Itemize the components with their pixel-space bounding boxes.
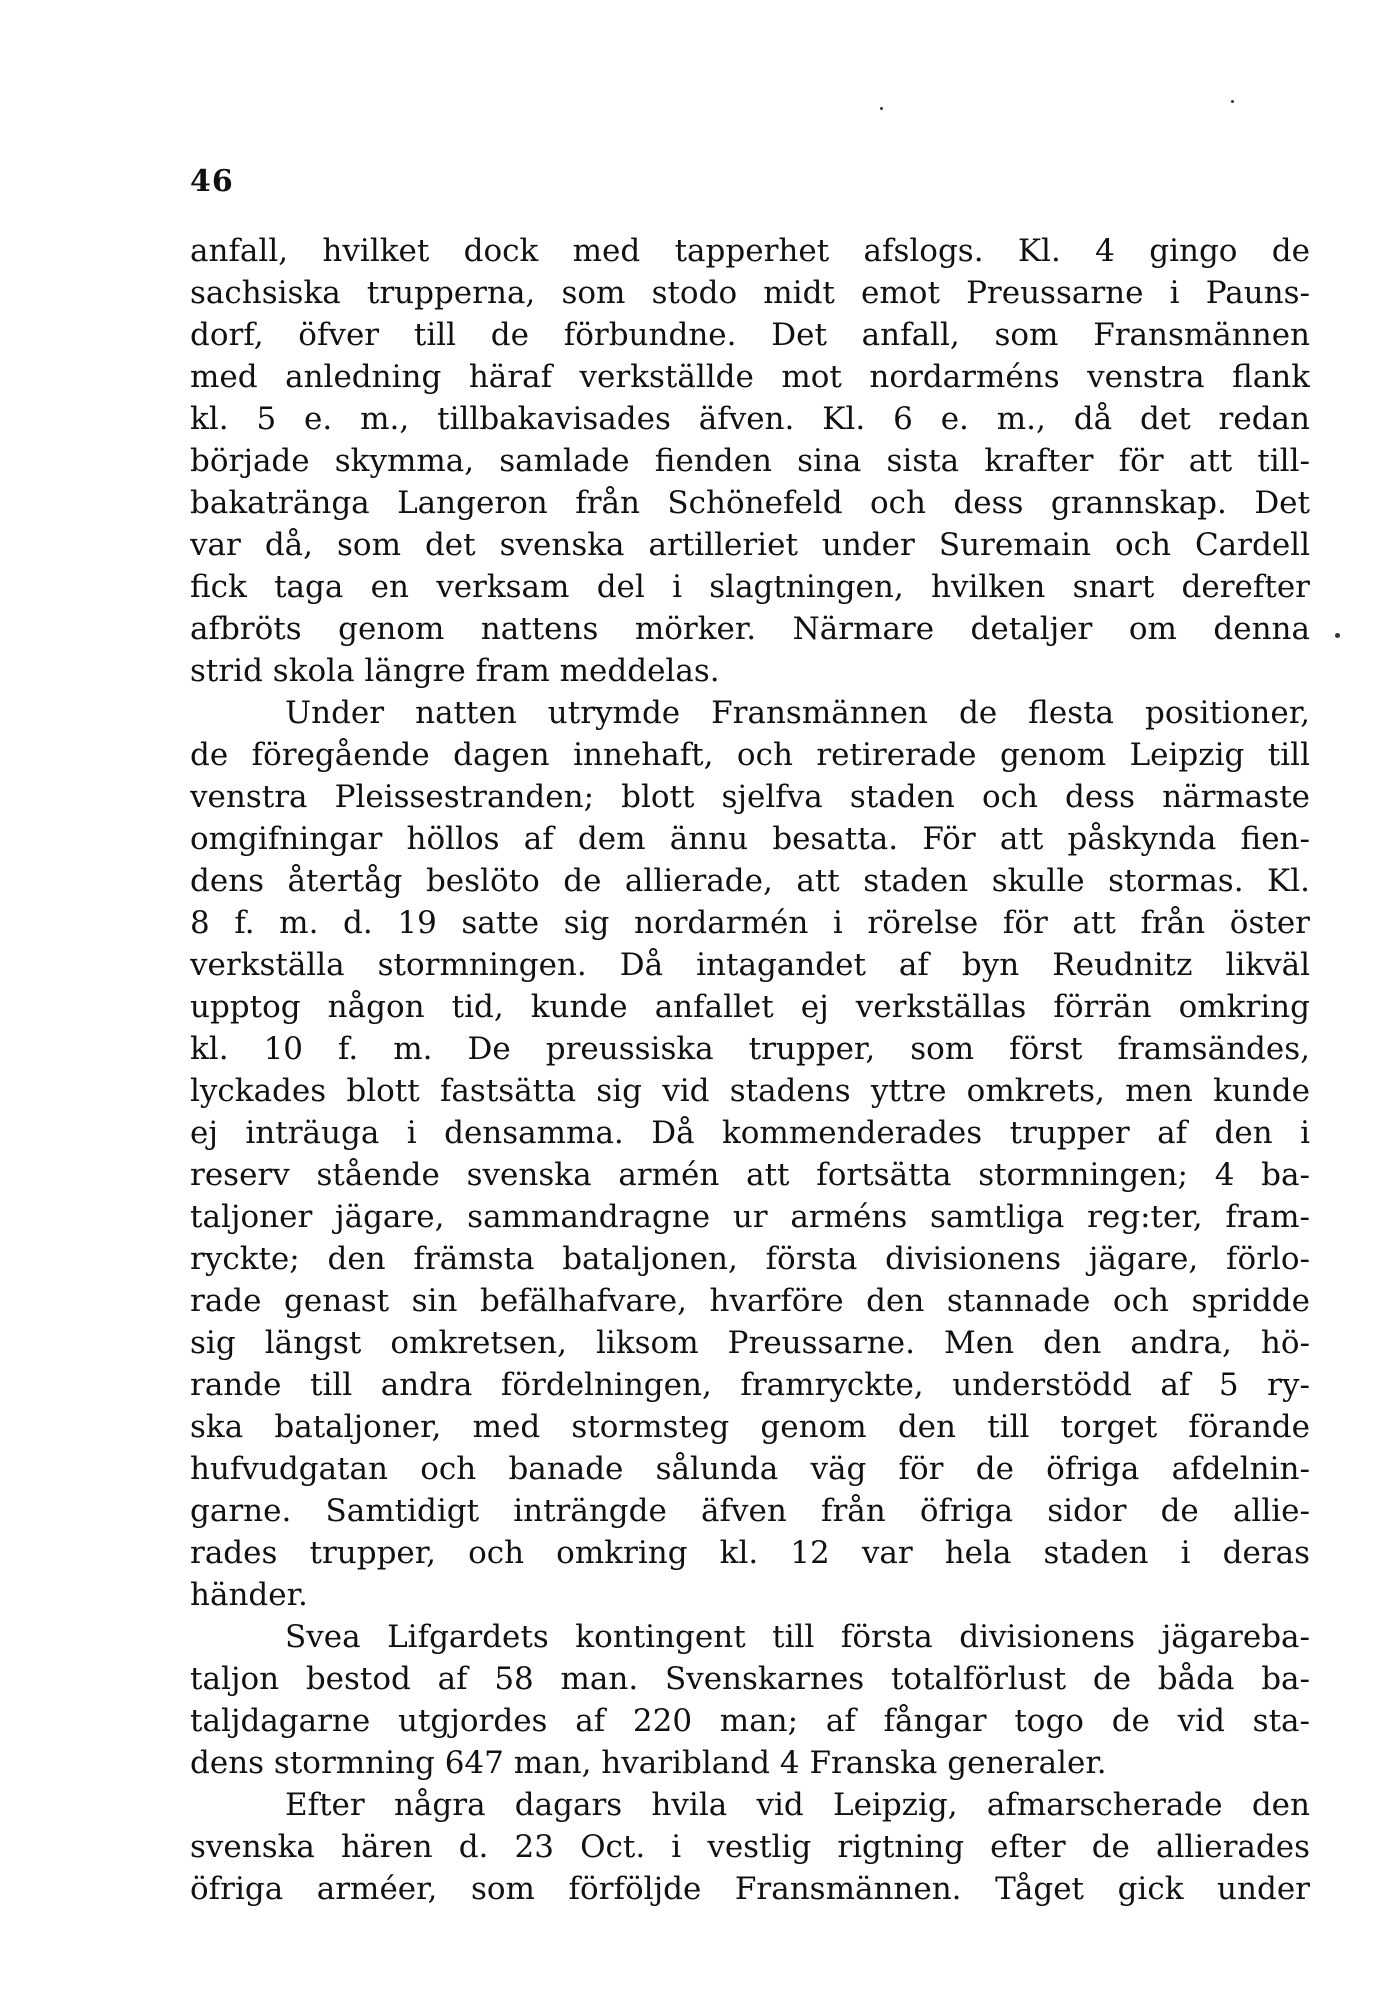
text-line: fick taga en verksam del i slagtningen, hvilken snart derefter bbox=[190, 569, 1310, 605]
text-line: taljoner jägare, sammandragne ur arméns samtliga reg:ter, fram- bbox=[190, 1199, 1310, 1235]
text-line: ej inträuga i densamma. Då kommenderades trupper af den i bbox=[190, 1115, 1310, 1151]
text-line: 8 f. m. d. 19 satte sig nordarmén i rörelse för att från öster bbox=[190, 905, 1310, 941]
print-speck bbox=[1335, 633, 1340, 638]
text-line: strid skola längre fram meddelas. bbox=[190, 653, 720, 689]
text-line: med anledning häraf verkställde mot nordarméns venstra flank bbox=[190, 359, 1310, 395]
text-line: hufvudgatan och banade sålunda väg för de öfriga afdelnin- bbox=[190, 1451, 1310, 1487]
text-line: Svea Lifgardets kontingent till första divisionens jägareba- bbox=[285, 1619, 1310, 1655]
text-line: rande till andra fördelningen, framryckte, understödd af 5 ry- bbox=[190, 1367, 1310, 1403]
text-line: anfall, hvilket dock med tapperhet afslogs. Kl. 4 gingo de bbox=[190, 233, 1310, 269]
text-line: afbröts genom nattens mörker. Närmare detaljer om denna bbox=[190, 611, 1310, 647]
text-line: kl. 10 f. m. De preussiska trupper, som först framsändes, bbox=[190, 1031, 1310, 1067]
text-line: taljdagarne utgjordes af 220 man; af fångar togo de vid sta- bbox=[190, 1703, 1310, 1739]
text-line: ska bataljoner, med stormsteg genom den till torget förande bbox=[190, 1409, 1310, 1445]
text-line: dorf, öfver till de förbundne. Det anfall, som Fransmännen bbox=[190, 317, 1310, 353]
text-line: öfriga arméer, som förföljde Fransmännen. Tåget gick under bbox=[190, 1871, 1310, 1907]
text-line: omgifningar höllos af dem ännu besatta. För att påskynda fien- bbox=[190, 821, 1310, 857]
text-line: dens stormning 647 man, hvaribland 4 Franska generaler. bbox=[190, 1745, 1107, 1781]
text-line: dens återtåg beslöto de allierade, att staden skulle stormas. Kl. bbox=[190, 863, 1310, 899]
text-line: upptog någon tid, kunde anfallet ej verkställas förrän omkring bbox=[190, 989, 1310, 1025]
text-line: garne. Samtidigt inträngde äfven från öfriga sidor de allie- bbox=[190, 1493, 1310, 1529]
text-line: venstra Pleissestranden; blott sjelfva staden och dess närmaste bbox=[190, 779, 1310, 815]
page-number: 46 bbox=[190, 164, 234, 199]
text-line: kl. 5 e. m., tillbakavisades äfven. Kl. 6 e. m., då det redan bbox=[190, 401, 1310, 437]
text-line: sig längst omkretsen, liksom Preussarne. Men den andra, hö- bbox=[190, 1325, 1310, 1361]
text-line: rade genast sin befälhafvare, hvarföre den stannade och spridde bbox=[190, 1283, 1310, 1319]
text-line: händer. bbox=[190, 1577, 308, 1613]
text-line: de föregående dagen innehaft, och retirerade genom Leipzig till bbox=[190, 737, 1310, 773]
text-line: taljon bestod af 58 man. Svenskarnes totalförlust de båda ba- bbox=[190, 1661, 1310, 1697]
text-line: sachsiska trupperna, som stodo midt emot Preussarne i Pauns- bbox=[190, 275, 1310, 311]
text-line: började skymma, samlade fienden sina sista krafter för att till- bbox=[190, 443, 1310, 479]
text-line: ryckte; den främsta bataljonen, första divisionens jägare, förlo- bbox=[190, 1241, 1310, 1277]
text-line: Efter några dagars hvila vid Leipzig, afmarscherade den bbox=[285, 1787, 1310, 1823]
text-line: bakatränga Langeron från Schönefeld och dess grannskap. Det bbox=[190, 485, 1310, 521]
text-line: reserv stående svenska armén att fortsätta stormningen; 4 ba- bbox=[190, 1157, 1310, 1193]
text-line: Under natten utrymde Fransmännen de flesta positioner, bbox=[285, 695, 1310, 731]
text-line: verkställa stormningen. Då intagandet af byn Reudnitz likväl bbox=[190, 947, 1310, 983]
print-speck bbox=[1231, 100, 1234, 103]
text-line: lyckades blott fastsätta sig vid stadens yttre omkrets, men kunde bbox=[190, 1073, 1310, 1109]
body-text bbox=[190, 230, 1310, 1910]
print-speck bbox=[880, 107, 883, 110]
text-line: rades trupper, och omkring kl. 12 var hela staden i deras bbox=[190, 1535, 1310, 1571]
text-line: var då, som det svenska artilleriet under Suremain och Cardell bbox=[190, 527, 1310, 563]
text-line: svenska hären d. 23 Oct. i vestlig rigtning efter de allierades bbox=[190, 1829, 1310, 1865]
